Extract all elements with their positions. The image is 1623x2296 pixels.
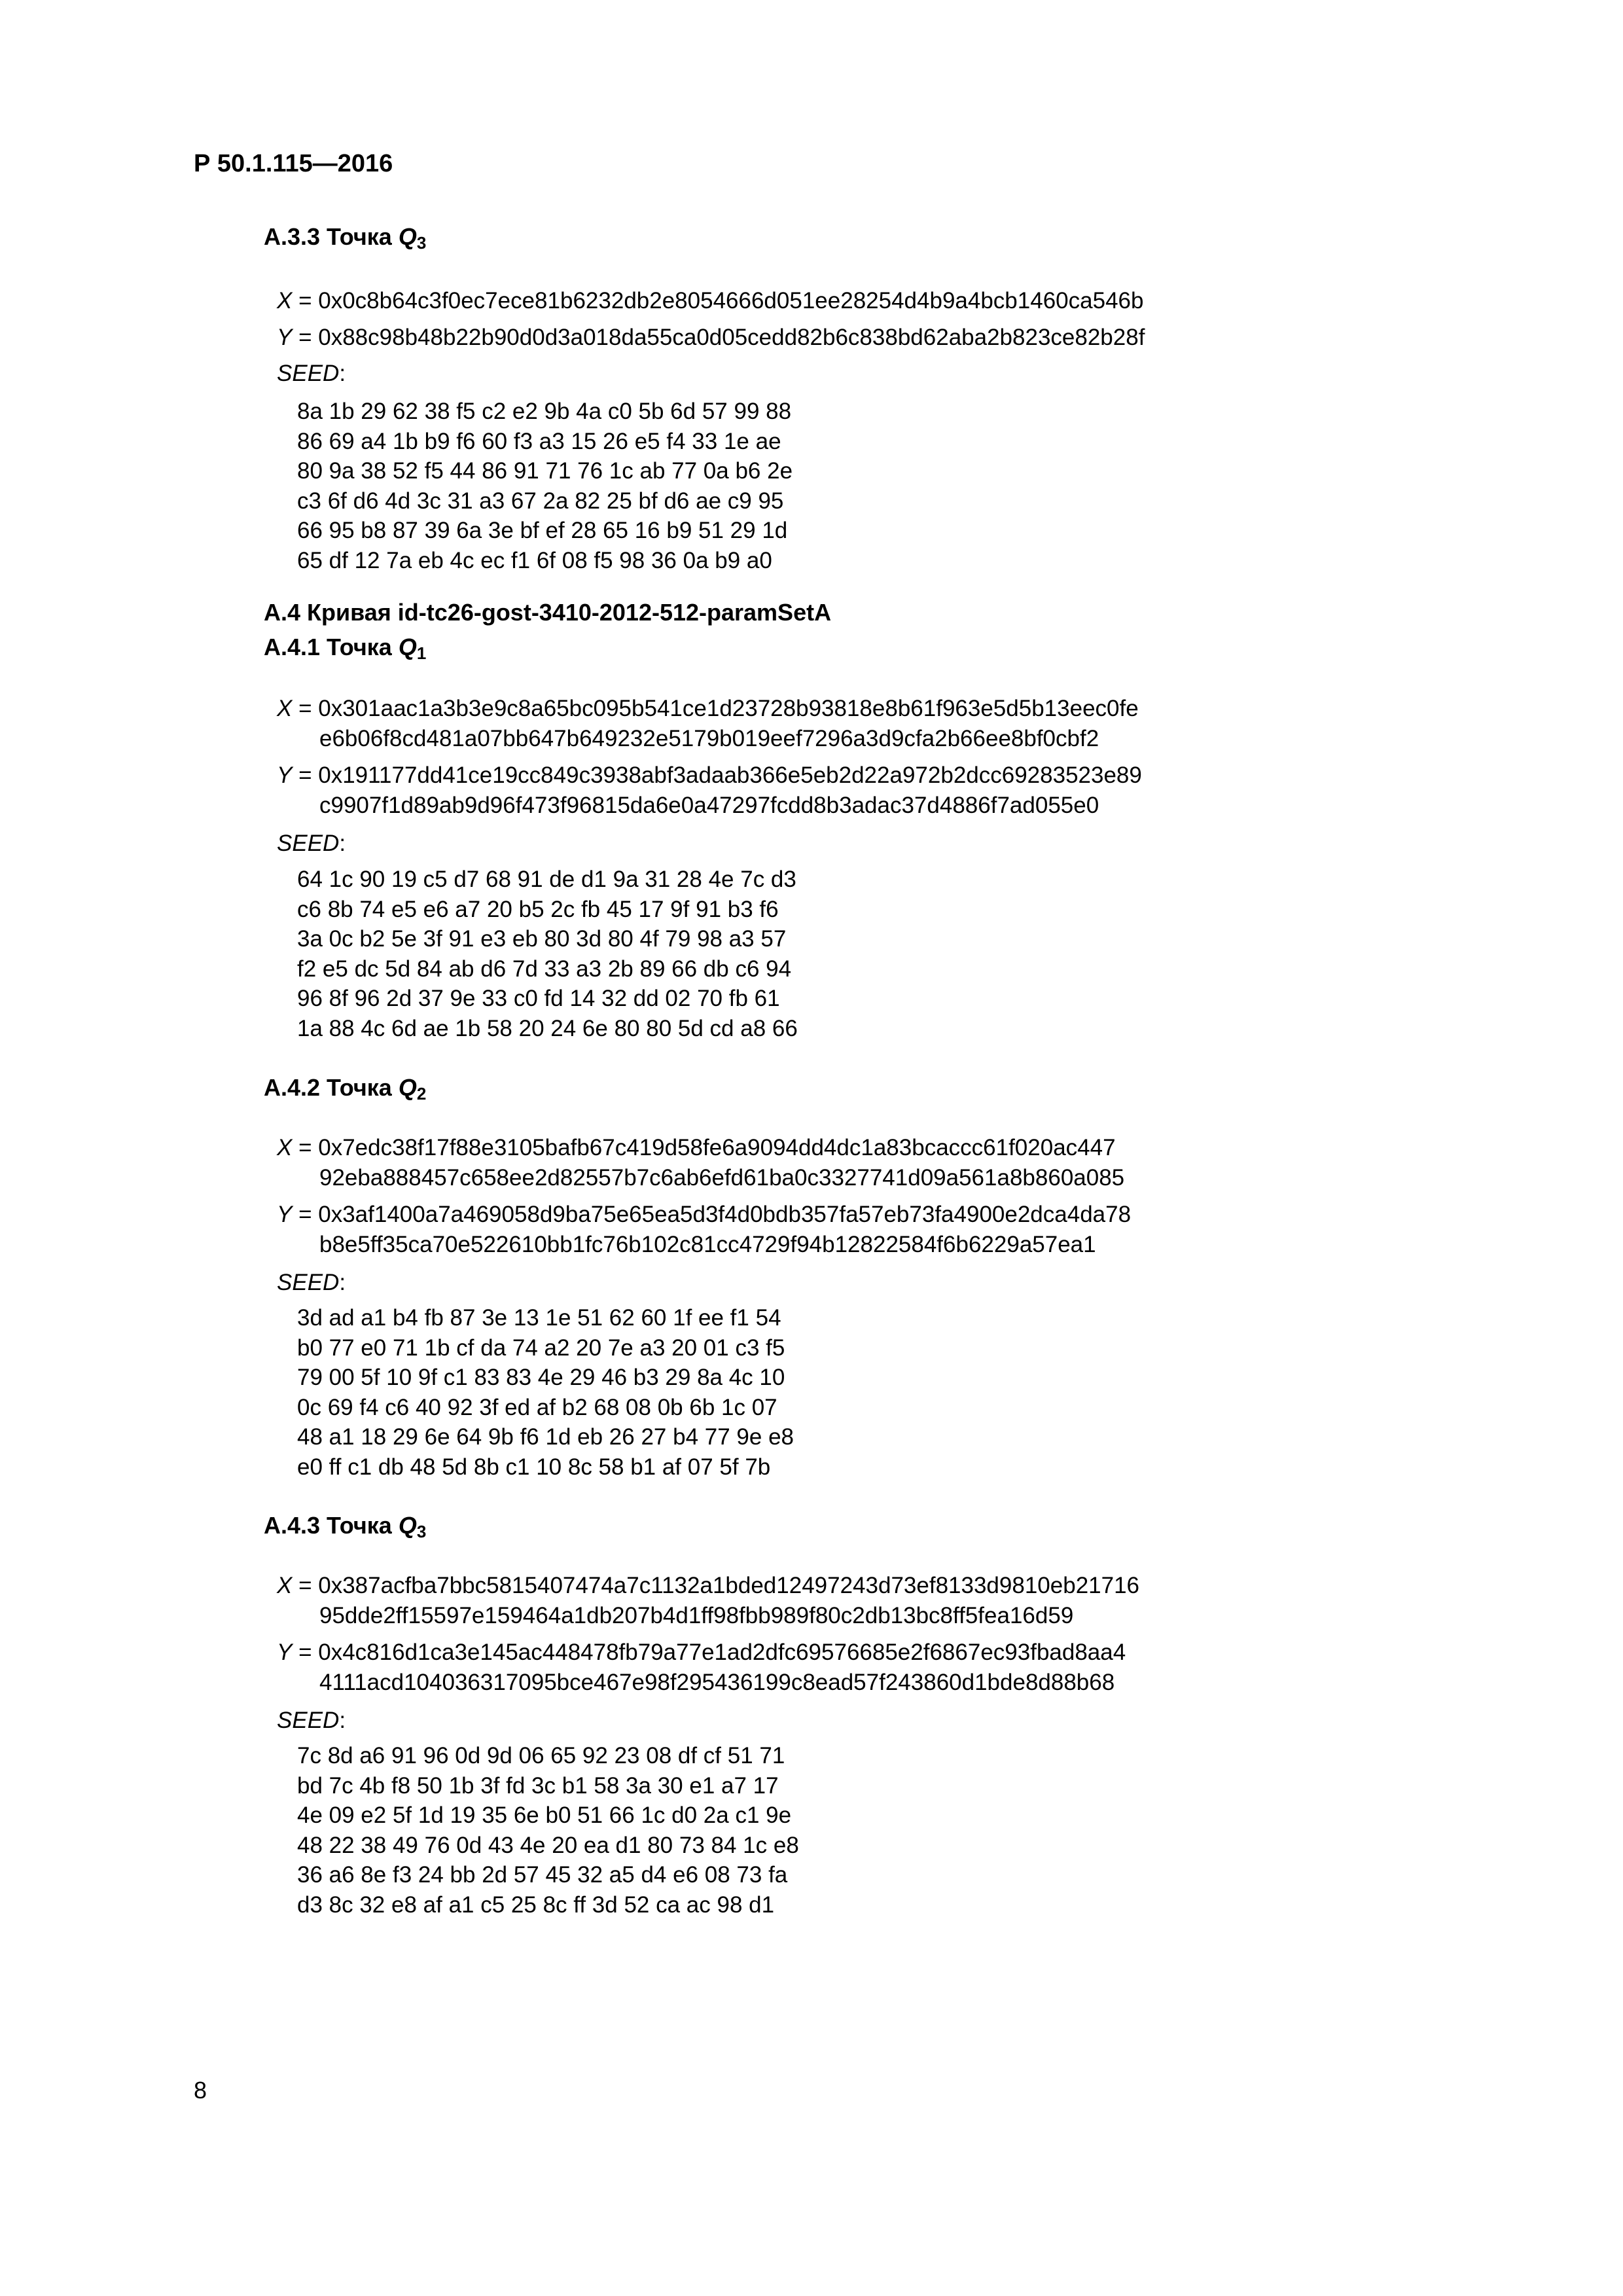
y-variable: Y [277, 762, 293, 788]
seed-line: 36 a6 8e f3 24 bb 2d 57 45 32 a5 d4 e6 08 73 fa [297, 1862, 788, 1888]
seed-label-text: SEED [277, 831, 340, 856]
coordinate-y [277, 1638, 1126, 1697]
seed-line: c6 8b 74 e5 e6 a7 20 b5 2c fb 45 17 9f 91 b3 f6 [297, 896, 779, 922]
coordinate-x [277, 694, 1139, 753]
seed-bytes [297, 865, 798, 1043]
seed-label-text: SEED [277, 361, 340, 386]
coordinate-y [277, 1200, 1131, 1259]
equals-sign: = [292, 288, 319, 314]
heading-text: А.3.3 Точка [264, 223, 399, 250]
seed-bytes [297, 1303, 794, 1482]
seed-line: 86 69 a4 1b b9 f6 60 f3 a3 15 26 e5 f4 33 1e ae [297, 428, 781, 454]
seed-line: d3 8c 32 e8 af a1 c5 25 8c ff 3d 52 ca ac 98 d1 [297, 1892, 775, 1918]
x-variable: X [277, 1573, 293, 1598]
seed-line: 48 22 38 49 76 0d 43 4e 20 ea d1 80 73 84 1c e8 [297, 1832, 799, 1858]
x-value: 0x0c8b64c3f0ec7ece81b6232db2e8054666d051ee28254d4b9a4bcb1460ca546b [318, 288, 1144, 314]
point-variable: Q [398, 1512, 417, 1539]
y-variable: Y [277, 325, 293, 350]
x-value-continuation: 92eba888457c658ee2d82557b7c6ab6efd61ba0c3327741d09a561a8b860a085 [319, 1164, 1125, 1191]
y-variable: Y [277, 1202, 293, 1227]
seed-colon: : [339, 361, 346, 386]
seed-bytes [297, 1741, 799, 1920]
seed-line: bd 7c 4b f8 50 1b 3f fd 3c b1 58 3a 30 e1 a7 17 [297, 1772, 779, 1799]
page-number: 8 [194, 2077, 207, 2104]
seed-line: c3 6f d6 4d 3c 31 a3 67 2a 82 25 bf d6 ae c9 95 [297, 488, 784, 514]
seed-line: 4e 09 e2 5f 1d 19 35 6e b0 51 66 1c d0 2a c1 9e [297, 1803, 792, 1828]
x-value: 0x387acfba7bbc5815407474a7c1132a1bded12497243d73ef8133d9810eb21716 [318, 1573, 1140, 1598]
point-subscript: 3 [416, 233, 427, 253]
seed-line: 8a 1b 29 62 38 f5 c2 e2 9b 4a c0 5b 6d 57 99 88 [297, 399, 792, 424]
seed-line: 79 00 5f 10 9f c1 83 83 4e 29 46 b3 29 8a 4c 10 [297, 1365, 785, 1390]
equals-sign: = [292, 1135, 319, 1160]
equals-sign: = [292, 325, 319, 350]
section-heading-a33 [264, 221, 426, 253]
x-variable: X [277, 696, 293, 721]
seed-colon: : [339, 831, 346, 856]
point-variable: Q [398, 634, 417, 660]
coordinate-y [277, 323, 1145, 353]
y-variable: Y [277, 1640, 293, 1665]
point-variable: Q [398, 1074, 417, 1101]
heading-text: А.4.1 Точка [264, 634, 399, 660]
section-heading-a43 [264, 1510, 426, 1541]
seed-line: 65 df 12 7a eb 4c ec f1 6f 08 f5 98 36 0a b9 a0 [297, 547, 772, 573]
seed-line: 7c 8d a6 91 96 0d 9d 06 65 92 23 08 df cf 51 71 [297, 1743, 785, 1768]
seed-line: b0 77 e0 71 1b cf da 74 a2 20 7e a3 20 01 c3 f5 [297, 1335, 785, 1361]
x-value-continuation: 95dde2ff15597e159464a1db207b4d1ff98fbb989f80c2db13bc8ff5fea16d59 [319, 1602, 1074, 1628]
coordinate-x [277, 1133, 1124, 1193]
equals-sign: = [292, 1640, 319, 1665]
seed-label-text: SEED [277, 1708, 340, 1733]
seed-label [277, 359, 346, 388]
equals-sign: = [292, 762, 319, 788]
y-value: 0x3af1400a7a469058d9ba75e65ea5d3f4d0bdb357fa57eb73fa4900e2dca4da78 [318, 1202, 1132, 1227]
document-code: Р 50.1.115—2016 [194, 150, 393, 177]
point-subscript: 1 [416, 643, 427, 663]
seed-line: 1a 88 4c 6d ae 1b 58 20 24 6e 80 80 5d cd a8 66 [297, 1015, 798, 1041]
seed-line: 96 8f 96 2d 37 9e 33 c0 fd 14 32 dd 02 70 fb 61 [297, 986, 780, 1011]
seed-label [277, 1706, 346, 1735]
y-value-continuation: c9907f1d89ab9d96f473f96815da6e0a47297fcdd8b3adac37d4886f7ad055e0 [319, 792, 1099, 818]
seed-label-text: SEED [277, 1270, 340, 1295]
equals-sign: = [292, 1573, 319, 1598]
x-value: 0x7edc38f17f88e3105bafb67c419d58fe6a9094dd4dc1a83bcaccc61f020ac447 [318, 1135, 1116, 1160]
seed-line: 3a 0c b2 5e 3f 91 e3 eb 80 3d 80 4f 79 98 a3 57 [297, 926, 787, 952]
seed-line: f2 e5 dc 5d 84 ab d6 7d 33 a3 2b 89 66 db c6 94 [297, 956, 792, 982]
seed-label [277, 829, 346, 858]
seed-colon: : [339, 1270, 346, 1295]
seed-line: 3d ad a1 b4 fb 87 3e 13 1e 51 62 60 1f ee f1 54 [297, 1305, 781, 1331]
section-heading-a42 [264, 1072, 426, 1103]
seed-label [277, 1268, 346, 1297]
coordinate-y [277, 761, 1142, 820]
coordinate-x [277, 286, 1143, 316]
x-variable: X [277, 1135, 293, 1160]
y-value: 0x88c98b48b22b90d0d3a018da55ca0d05cedd82b6c838bd62aba2b823ce82b28f [318, 325, 1145, 350]
seed-line: e0 ff c1 db 48 5d 8b c1 10 8c 58 b1 af 07 5f 7b [297, 1454, 771, 1480]
x-value-continuation: e6b06f8cd481a07bb647b649232e5179b019eef7296a3d9cfa2b66ee8bf0cbf2 [319, 725, 1099, 751]
seed-bytes [297, 397, 793, 575]
point-subscript: 3 [416, 1522, 427, 1541]
y-value: 0x191177dd41ce19cc849c3938abf3adaab366e5eb2d22a972b2dcc69283523e89 [318, 762, 1142, 788]
section-heading-a4: А.4 Кривая id-tc26-gost-3410-2012-512-paramSetA [264, 599, 832, 626]
point-subscript: 2 [416, 1084, 427, 1103]
heading-text: А.4.3 Точка [264, 1512, 399, 1539]
seed-line: 80 9a 38 52 f5 44 86 91 71 76 1c ab 77 0a b6 2e [297, 458, 793, 484]
y-value-continuation: 4111acd104036317095bce467e98f295436199c8ead57f243860d1bde8d88b68 [319, 1669, 1115, 1695]
x-value: 0x301aac1a3b3e9c8a65bc095b541ce1d23728b93818e8b61f963e5d5b13eec0fe [318, 696, 1139, 721]
y-value: 0x4c816d1ca3e145ac448478fb79a77e1ad2dfc69576685e2f6867ec93fbad8aa4 [318, 1640, 1126, 1665]
equals-sign: = [292, 696, 319, 721]
point-variable: Q [398, 223, 417, 250]
seed-colon: : [339, 1708, 346, 1733]
seed-line: 64 1c 90 19 c5 d7 68 91 de d1 9a 31 28 4e 7c d3 [297, 867, 796, 892]
coordinate-x [277, 1571, 1139, 1630]
equals-sign: = [292, 1202, 319, 1227]
x-variable: X [277, 288, 293, 314]
heading-text: А.4.2 Точка [264, 1074, 399, 1101]
y-value-continuation: b8e5ff35ca70e522610bb1fc76b102c81cc4729f94b12822584f6b6229a57ea1 [319, 1231, 1096, 1257]
section-heading-a41 [264, 632, 426, 663]
seed-line: 48 a1 18 29 6e 64 9b f6 1d eb 26 27 b4 77 9e e8 [297, 1424, 794, 1450]
seed-line: 0c 69 f4 c6 40 92 3f ed af b2 68 08 0b 6b 1c 07 [297, 1394, 777, 1420]
seed-line: 66 95 b8 87 39 6a 3e bf ef 28 65 16 b9 51 29 1d [297, 518, 788, 543]
